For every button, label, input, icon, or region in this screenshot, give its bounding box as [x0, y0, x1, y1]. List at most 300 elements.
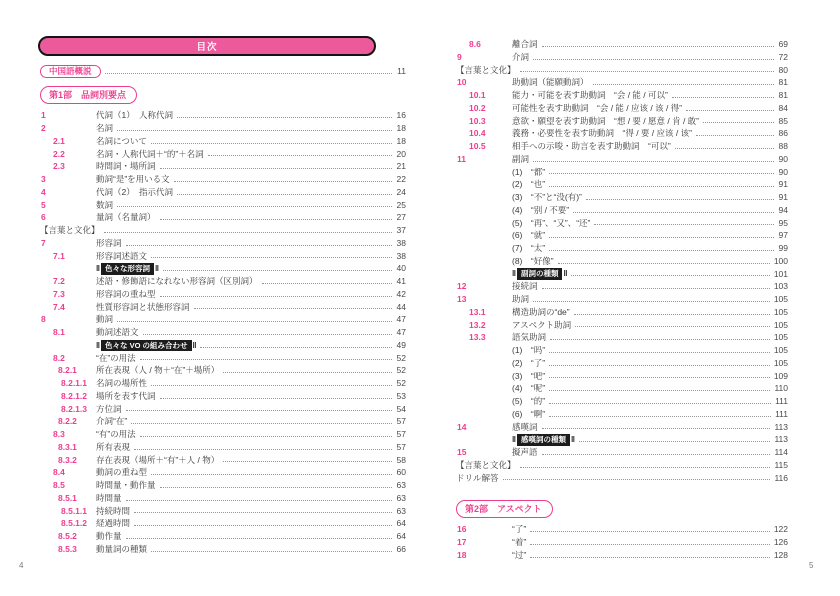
entry-title: (4) “别 / 不要”: [512, 204, 570, 215]
entry-title: 能力・可能を表す助動詞 “会 / 能 / 可以”: [512, 90, 668, 101]
entry-page-number: 69: [778, 39, 788, 50]
toc-entry-row: [456, 242, 788, 255]
dotted-leader: [542, 454, 771, 455]
entry-title: 語気助詞: [512, 332, 547, 343]
toc-entry-row: [456, 421, 788, 434]
toc-entry-row: [40, 415, 406, 428]
toc-entry-row: [40, 301, 406, 314]
entry-page-number: 105: [773, 357, 788, 368]
dotted-leader: [134, 525, 392, 526]
entry-number: 8.3: [53, 429, 65, 440]
entry-title: 擬声語: [512, 447, 538, 458]
toc-entry-row: [456, 178, 788, 191]
entry-title: “了”: [512, 524, 527, 535]
entry-title: (6) “就”: [512, 230, 546, 241]
dotted-leader: [533, 301, 770, 302]
entry-number: 13.2: [469, 319, 486, 330]
entry-title: (1) “吗”: [512, 345, 546, 356]
dotted-leader: [533, 161, 774, 162]
entry-page-number: 85: [778, 115, 788, 126]
entry-title: 介詞: [512, 51, 530, 62]
label-bar-icon: ‖: [563, 269, 568, 279]
entry-page-number: 53: [396, 390, 406, 401]
dotted-leader: [117, 206, 392, 207]
dotted-leader: [549, 250, 774, 251]
label-bar-icon: ‖: [154, 264, 159, 274]
page-left: [40, 36, 406, 556]
dotted-leader: [262, 283, 392, 284]
toc-entry-row: [456, 459, 788, 472]
page-number-right: 5: [809, 561, 814, 570]
entry-title: (3) “吧”: [512, 370, 546, 381]
entry-title: 経過時間: [96, 518, 131, 529]
toc-entry-row: [456, 306, 788, 319]
entry-number: 9: [457, 51, 462, 62]
entry-number: 8.3.1: [58, 441, 77, 452]
entry-title: 述語・修飾語になれない形容詞（区別詞）: [96, 276, 258, 287]
dotted-leader: [686, 110, 774, 111]
entry-title: “有”の用法: [96, 429, 136, 440]
entry-title: 所在表現（人 / 物＋“在”＋場所）: [96, 365, 220, 376]
part1-header: 第1部 品詞別要点: [40, 86, 137, 105]
entry-title: 存在表現（場所＋“有”＋人 / 物）: [96, 454, 220, 465]
entry-title: (2) “也”: [512, 179, 546, 190]
dotted-leader: [520, 467, 771, 468]
entry-title: “过”: [512, 549, 527, 560]
dotted-leader: [151, 257, 392, 258]
black-label: [96, 264, 159, 273]
entry-title: 性質形容詞と状態形容詞: [96, 301, 190, 312]
dotted-leader: [117, 321, 392, 322]
dotted-leader: [143, 334, 392, 335]
entry-title: (7) “太”: [512, 243, 546, 254]
entry-page-number: 105: [773, 345, 788, 356]
dotted-leader: [542, 288, 770, 289]
page-right: [456, 38, 788, 562]
entry-title: (5) “再”、“又”、“还”: [512, 217, 591, 228]
entry-page-number: 64: [396, 518, 406, 529]
entry-title: 副詞: [512, 153, 530, 164]
toc-entry-row: [456, 331, 788, 344]
dotted-leader: [126, 538, 392, 539]
entry-page-number: 57: [396, 416, 406, 427]
entry-page-number: 95: [778, 217, 788, 228]
entry-page-number: 110: [774, 383, 788, 394]
toc-entry-row: [40, 122, 406, 135]
entry-page-number: 40: [396, 263, 406, 274]
entry-page-number: 47: [396, 327, 406, 338]
toc-entry-row: [456, 370, 788, 383]
toc-entry-row: [456, 446, 788, 459]
part2-block: [456, 499, 788, 561]
entry-title: 構造助詞の“de”: [512, 306, 570, 317]
toc-entry-row: [456, 344, 788, 357]
black-label-text: 色々な形容詞: [101, 263, 154, 275]
entry-number: 8.3.2: [58, 454, 77, 465]
dotted-leader: [177, 117, 392, 118]
entry-title: 場所を表す代詞: [96, 390, 156, 401]
toc-entry-row: [456, 64, 788, 77]
dotted-leader: [549, 365, 770, 366]
label-bar-icon: ‖: [512, 435, 516, 445]
entry-page-number: 21: [396, 161, 406, 172]
toc-entry-row: [40, 352, 406, 365]
entry-page-number: 64: [396, 531, 406, 542]
toc-banner: [38, 36, 376, 56]
dotted-leader: [160, 168, 392, 169]
dotted-leader: [550, 339, 770, 340]
entry-page-number: 63: [396, 480, 406, 491]
entry-page-number: 66: [396, 543, 406, 554]
dotted-leader: [105, 73, 392, 74]
entry-title: 動詞述語文: [96, 327, 139, 338]
dotted-leader: [126, 245, 392, 246]
entry-page-number: 16: [396, 110, 406, 121]
toc-entry-row: [456, 204, 788, 217]
toc-entry-row: [456, 382, 788, 395]
entry-page-number: 63: [396, 492, 406, 503]
entry-page-number: 37: [396, 225, 406, 236]
black-label: [96, 341, 196, 350]
entry-title: “着”: [512, 537, 527, 548]
dotted-leader: [160, 398, 392, 399]
entry-number: 13.1: [469, 306, 486, 317]
entry-title: (1) “都”: [512, 166, 546, 177]
entry-number: 7.4: [53, 301, 65, 312]
toc-entry-row: [40, 479, 406, 492]
entry-number: 3: [41, 174, 46, 185]
dotted-leader: [575, 326, 770, 327]
entry-title: 代詞（2） 指示代詞: [96, 186, 173, 197]
entry-number: 7.2: [53, 276, 65, 287]
dotted-leader: [542, 46, 774, 47]
entry-number: 5: [41, 199, 46, 210]
entry-number: 8.5.1.1: [61, 505, 87, 516]
dotted-leader: [134, 449, 392, 450]
entry-page-number: 116: [774, 472, 788, 483]
entry-title: (3) “不”と“没(有)”: [512, 192, 582, 203]
entry-title: 時間量: [96, 492, 122, 503]
dotted-leader: [134, 512, 392, 513]
entry-number: 8.2.1.2: [61, 390, 87, 401]
toc-entry-row: [40, 492, 406, 505]
dotted-leader: [117, 130, 392, 131]
entry-title: 動詞の重ね型: [96, 467, 148, 478]
dotted-leader: [177, 194, 392, 195]
dotted-leader: [571, 275, 769, 276]
dotted-leader: [503, 479, 771, 480]
entry-page-number: 52: [396, 352, 406, 363]
entry-number: 8.2.1.1: [61, 378, 87, 389]
entry-page-number: 105: [773, 294, 788, 305]
part2-entries: [456, 523, 788, 561]
dotted-leader: [549, 186, 774, 187]
dotted-leader: [703, 122, 774, 123]
toc-entry-row: [40, 326, 406, 339]
entry-title: 動詞: [96, 314, 114, 325]
toc-entry-row: [40, 543, 406, 556]
dotted-leader: [140, 359, 392, 360]
toc-entry-row: [40, 364, 406, 377]
entry-page-number: 47: [396, 314, 406, 325]
entry-title: ドリル解答: [456, 472, 499, 483]
entry-title: (6) “啊”: [512, 408, 546, 419]
entry-number: 10.1: [469, 90, 486, 101]
dotted-leader: [549, 173, 774, 174]
dotted-leader: [104, 232, 392, 233]
dotted-leader: [542, 428, 771, 429]
entry-page-number: 100: [773, 255, 788, 266]
entry-title: 可能性を表す助動詞 “会 / 能 / 应该 / 该 / 得”: [512, 102, 683, 113]
entry-title: 義務・必要性を表す助動詞 “得 / 要 / 应该 / 该”: [512, 128, 692, 139]
entry-page-number: 20: [396, 148, 406, 159]
label-bar-icon: ‖: [96, 264, 100, 274]
toc-entry-row: [40, 135, 406, 148]
entry-page-number: 113: [774, 434, 788, 445]
dotted-leader: [675, 148, 774, 149]
entry-title: (8) “好像”: [512, 255, 554, 266]
toc-entry-row: [40, 250, 406, 263]
entry-page-number: 99: [778, 243, 788, 254]
dotted-leader: [151, 385, 392, 386]
toc-entry-row: [456, 51, 788, 64]
entry-title: (4) “呢”: [512, 383, 546, 394]
toc-entry-row: [456, 523, 788, 536]
entry-page-number: 86: [778, 128, 788, 139]
toc-entry-row: [40, 211, 406, 224]
label-bar-icon: ‖: [192, 340, 197, 350]
dotted-leader: [549, 403, 771, 404]
black-label: [512, 435, 575, 444]
dotted-leader: [160, 219, 392, 220]
toc-entry-row: [40, 186, 406, 199]
dotted-leader: [160, 487, 392, 488]
entry-number: 8.2: [53, 352, 65, 363]
black-label-text: 副詞の種類: [517, 268, 563, 280]
toc-entry-row: [456, 408, 788, 421]
toc-entry-row: [40, 199, 406, 212]
part2-header: 第2部 アスペクト: [456, 500, 553, 519]
entry-title: 離合詞: [512, 39, 538, 50]
entry-page-number: 115: [774, 459, 788, 470]
toc-entry-row: [40, 530, 406, 543]
entry-page-number: 57: [396, 429, 406, 440]
left-entries: [40, 109, 406, 555]
entry-number: 8.5.1.2: [61, 518, 87, 529]
entry-page-number: 97: [778, 230, 788, 241]
entry-page-number: 49: [396, 339, 406, 350]
entry-page-number: 52: [396, 365, 406, 376]
dotted-leader: [558, 263, 770, 264]
intro-pill: 中国語概説: [40, 65, 101, 78]
entry-page-number: 11: [397, 66, 406, 77]
entry-page-number: 18: [396, 135, 406, 146]
toc-entry-row: [456, 319, 788, 332]
dotted-leader: [573, 212, 774, 213]
entry-title: 代詞（1） 人称代詞: [96, 110, 173, 121]
dotted-leader: [530, 531, 770, 532]
dotted-leader: [586, 199, 774, 200]
toc-entry-row: [456, 433, 788, 446]
entry-number: 13.3: [469, 332, 486, 343]
dotted-leader: [151, 551, 392, 552]
entry-number: 8.4: [53, 467, 65, 478]
dotted-leader: [174, 181, 392, 182]
toc-entry-row: [456, 472, 788, 485]
toc-entry-row: [456, 140, 788, 153]
entry-page-number: 81: [778, 90, 788, 101]
entry-number: 10.4: [469, 128, 486, 139]
entry-number: 10.3: [469, 115, 486, 126]
toc-entry-row: [40, 160, 406, 173]
entry-number: 15: [457, 447, 467, 458]
entry-number: 8.5: [53, 480, 65, 491]
toc-entry-row: [40, 224, 406, 237]
entry-number: 16: [457, 524, 467, 535]
label-bar-icon: ‖: [512, 269, 516, 279]
entry-number: 7: [41, 237, 46, 248]
entry-title: 意欲・願望を表す助動詞 “想 / 要 / 愿意 / 肯 / 敢”: [512, 115, 700, 126]
entry-title: 介詞“在”: [96, 416, 128, 427]
entry-title: 動作量: [96, 531, 122, 542]
toc-entry-row: [40, 109, 406, 122]
entry-number: 12: [457, 281, 467, 292]
entry-page-number: 126: [773, 537, 788, 548]
dotted-leader: [126, 500, 392, 501]
toc-entry-row: [40, 262, 406, 275]
dotted-leader: [520, 71, 774, 72]
entry-page-number: 58: [396, 454, 406, 465]
entry-number: 8.2.2: [58, 416, 77, 427]
toc-entry-row: [456, 38, 788, 51]
entry-page-number: 54: [396, 403, 406, 414]
entry-page-number: 24: [396, 186, 406, 197]
toc-entry-row: [456, 76, 788, 89]
toc-entry-row: [456, 102, 788, 115]
toc-entry-row: [456, 280, 788, 293]
entry-title: 【言葉と文化】: [456, 64, 516, 75]
entry-title: アスペクト助詞: [512, 319, 572, 330]
dotted-leader: [163, 270, 392, 271]
toc-entry-row: [40, 275, 406, 288]
dotted-leader: [549, 390, 770, 391]
entry-title: 形容詞: [96, 237, 122, 248]
entry-page-number: 105: [773, 306, 788, 317]
entry-page-number: 122: [773, 524, 788, 535]
entry-number: 2.2: [53, 148, 65, 159]
entry-number: 10.5: [469, 141, 486, 152]
entry-title: 形容詞述語文: [96, 250, 148, 261]
toc-entry-row: [456, 549, 788, 562]
entry-title: 動詞“是”を用いる文: [96, 174, 170, 185]
entry-title: 持続時間: [96, 505, 131, 516]
toc-entry-row: [40, 505, 406, 518]
toc-entry-row: [456, 191, 788, 204]
entry-page-number: 109: [773, 370, 788, 381]
entry-number: 8.6: [469, 39, 481, 50]
entry-page-number: 41: [396, 276, 406, 287]
entry-page-number: 63: [396, 505, 406, 516]
entry-page-number: 27: [396, 212, 406, 223]
entry-number: 18: [457, 549, 467, 560]
dotted-leader: [549, 377, 770, 378]
dotted-leader: [194, 308, 392, 309]
toc-banner-title: 目次: [196, 42, 218, 53]
entry-page-number: 101: [773, 268, 788, 279]
entry-number: 8.2.1: [58, 365, 77, 376]
entry-page-number: 91: [778, 179, 788, 190]
entry-title: 名詞・人称代詞＋“的”＋名詞: [96, 148, 204, 159]
entry-number: 2: [41, 123, 46, 134]
entry-title: 助動詞（能願動詞）: [512, 77, 589, 88]
dotted-leader: [131, 423, 392, 424]
toc-entry-row: [40, 517, 406, 530]
entry-page-number: 38: [396, 250, 406, 261]
entry-number: 11: [457, 153, 466, 164]
entry-title: 時間詞・場所詞: [96, 161, 156, 172]
entry-page-number: 25: [396, 199, 406, 210]
entry-page-number: 52: [396, 378, 406, 389]
dotted-leader: [696, 135, 774, 136]
entry-number: 8.1: [53, 327, 65, 338]
entry-number: 1: [41, 110, 46, 121]
toc-entry-row: [456, 293, 788, 306]
entry-title: 【言葉と文化】: [456, 459, 516, 470]
toc-entry-row: [40, 173, 406, 186]
entry-title: 感嘆詞: [512, 421, 538, 432]
toc-entry-row: [456, 268, 788, 281]
entry-number: 2.1: [53, 135, 65, 146]
entry-page-number: 60: [396, 467, 406, 478]
entry-page-number: 57: [396, 441, 406, 452]
intro-row: [40, 65, 406, 78]
entry-number: 8.5.2: [58, 531, 77, 542]
entry-page-number: 105: [773, 332, 788, 343]
entry-title: 方位詞: [96, 403, 122, 414]
black-label-text: 感嘆詞の種類: [517, 434, 570, 446]
entry-number: 8.5.1: [58, 492, 77, 503]
toc-entry-row: [40, 313, 406, 326]
entry-title: 相手への示唆・助言を表す助動詞 “可以”: [512, 141, 671, 152]
entry-page-number: 72: [778, 51, 788, 62]
entry-page-number: 111: [775, 396, 788, 407]
toc-entry-row: [40, 148, 406, 161]
toc-entry-row: [456, 153, 788, 166]
dotted-leader: [579, 441, 770, 442]
entry-title: 量詞（名量詞）: [96, 212, 156, 223]
toc-entry-row: [456, 217, 788, 230]
entry-page-number: 84: [778, 102, 788, 113]
entry-page-number: 90: [778, 153, 788, 164]
toc-entry-row: [456, 255, 788, 268]
entry-page-number: 91: [778, 192, 788, 203]
entry-title: 名詞について: [96, 135, 147, 146]
dotted-leader: [200, 347, 392, 348]
entry-page-number: 128: [773, 549, 788, 560]
entry-number: 17: [457, 537, 467, 548]
toc-entry-row: [40, 441, 406, 454]
entry-number: 8: [41, 314, 46, 325]
toc-entry-row: [40, 237, 406, 250]
entry-title: 名詞の場所性: [96, 378, 148, 389]
toc-entry-row: [40, 466, 406, 479]
dotted-leader: [533, 59, 774, 60]
dotted-leader: [151, 474, 392, 475]
entry-title: 所有表現: [96, 441, 131, 452]
entry-number: 8.5.3: [58, 543, 77, 554]
black-label: [512, 269, 567, 278]
toc-entry-row: [456, 357, 788, 370]
